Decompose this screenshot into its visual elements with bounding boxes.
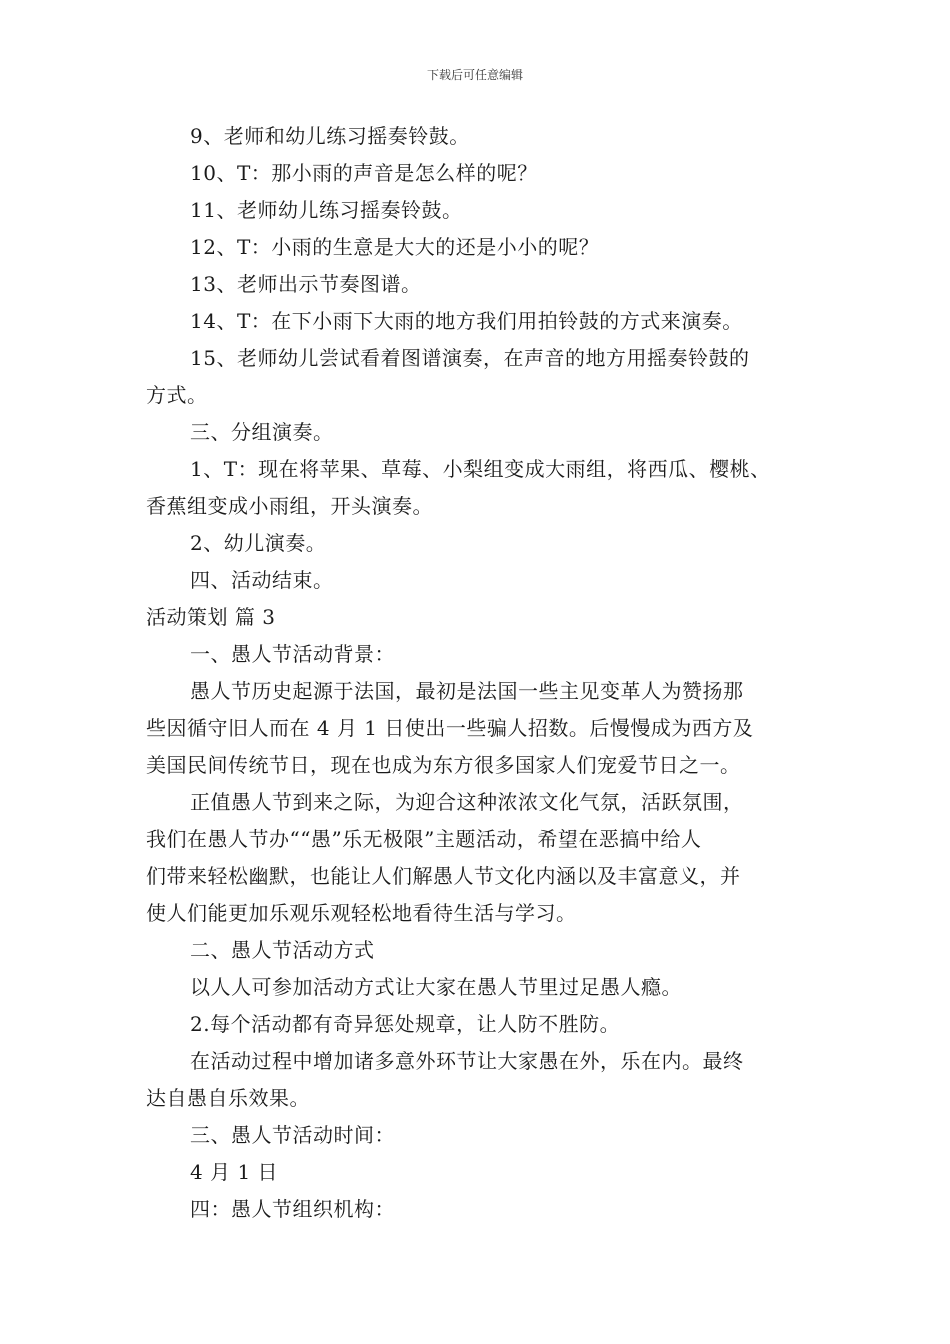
paragraph-line: 方式。 [146,383,208,407]
paragraph-line: 三、分组演奏。 [190,420,334,444]
paragraph-line: 9、老师和幼儿练习摇奏铃鼓。 [190,124,470,148]
paragraph-line: 活动策划 篇 3 [146,605,276,629]
paragraph-line: 四：愚人节组织机构： [190,1197,395,1221]
paragraph-line: 美国民间传统节日，现在也成为东方很多国家人们宠爱节日之一。 [146,753,741,777]
paragraph-line: 二、愚人节活动方式 [190,938,375,962]
paragraph-line: 2、幼儿演奏。 [190,531,327,555]
paragraph-line: 10、T：那小雨的声音是怎么样的呢？ [190,161,538,185]
paragraph-line: 15、老师幼儿尝试看着图谱演奏，在声音的地方用摇奏铃鼓的 [190,346,750,370]
paragraph-line: 1、T：现在将苹果、草莓、小梨组变成大雨组，将西瓜、樱桃、 [190,457,771,481]
paragraph-line: 些因循守旧人而在 4 月 1 日使出一些骗人招数。后慢慢成为西方及 [146,716,754,740]
paragraph-line: 以人人可参加活动方式让大家在愚人节里过足愚人瘾。 [190,975,682,999]
paragraph-line: 一、愚人节活动背景： [190,642,395,666]
paragraph-line: 香蕉组变成小雨组，开头演奏。 [146,494,433,518]
paragraph-line: 14、T：在下小雨下大雨的地方我们用拍铃鼓的方式来演奏。 [190,309,743,333]
paragraph-line: 愚人节历史起源于法国，最初是法国一些主见变革人为赞扬那 [190,679,744,703]
page-header: 下载后可任意编辑 [426,68,523,82]
paragraph-line: 四、活动结束。 [190,568,334,592]
paragraph-line: 13、老师出示节奏图谱。 [190,272,422,296]
paragraph-line: 们带来轻松幽默，也能让人们解愚人节文化内涵以及丰富意义，并 [146,864,741,888]
paragraph-line: 达自愚自乐效果。 [146,1086,310,1110]
paragraph-line: 使人们能更加乐观乐观轻松地看待生活与学习。 [146,901,577,925]
paragraph-line: 三、愚人节活动时间： [190,1123,395,1147]
paragraph-line: 2.每个活动都有奇异惩处规章，让人防不胜防。 [190,1012,621,1036]
paragraph-line: 11、老师幼儿练习摇奏铃鼓。 [190,198,463,222]
paragraph-line: 正值愚人节到来之际，为迎合这种浓浓文化气氛，活跃氛围， [190,790,744,814]
paragraph-line: 12、T：小雨的生意是大大的还是小小的呢？ [190,235,600,259]
paragraph-line: 在活动过程中增加诸多意外环节让大家愚在外，乐在内。最终 [190,1049,744,1073]
document-body [146,118,816,1228]
paragraph-line: 我们在愚人节办““愚”乐无极限”主题活动，希望在恶搞中给人 [146,827,702,851]
paragraph-line: 4 月 1 日 [190,1160,279,1184]
